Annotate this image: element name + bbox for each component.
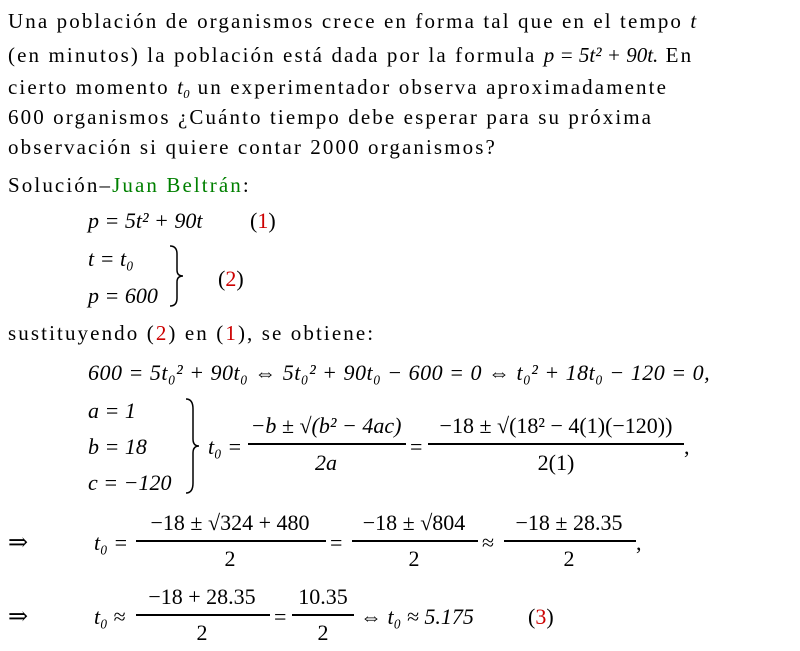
equation-3-tag — [528, 604, 554, 630]
right-brace-icon — [184, 397, 202, 495]
variable-t: t — [690, 9, 697, 33]
tag-paren: ( — [218, 266, 226, 291]
step4-frac2-num: 10.35 — [298, 584, 348, 609]
problem-text: En — [665, 43, 694, 67]
problem-text: Una población de organismos crece en forma tal que en el tempo — [8, 9, 684, 33]
equation-1: p = 5t² + 90t — [88, 208, 203, 233]
solution-colon: : — [242, 173, 251, 197]
formula-lhs: t₀ = — [208, 434, 243, 459]
fraction-bar — [136, 540, 326, 542]
coefficient-a: a = 1 — [88, 398, 136, 423]
step4-result: ⇔ t₀ ≈ 5.175 — [360, 604, 474, 629]
implies-arrow-icon: ⇒ — [8, 604, 29, 630]
formula-sub-denominator: 2(1) — [537, 450, 575, 475]
quadratic-equation: 600 = 5t₀² + 90t₀ ⇔ 5t₀² + 90t₀ − 600 = 0 ⇔ t₀² + 18t₀ − 120 = 0, — [88, 360, 711, 385]
fraction-bar — [248, 443, 406, 445]
system-t: t = t₀ — [88, 246, 134, 271]
problem-text: un experimentador observa aproximadamente — [197, 75, 669, 99]
comma: , — [636, 530, 642, 555]
fraction-bar — [136, 614, 270, 616]
solution-label — [8, 172, 251, 198]
problem-line-1 — [8, 8, 696, 34]
system-p: p = 600 — [88, 283, 158, 308]
step3-frac2-num: −18 ± √804 — [362, 510, 466, 535]
equals-sign: = — [274, 604, 287, 629]
problem-line-4: 600 organismos ¿Cuánto tiempo debe esperar para su próxima — [8, 105, 654, 129]
equation-2-tag — [218, 266, 244, 292]
step3-frac1-den: 2 — [224, 546, 236, 571]
problem-text: (en minutos) la población está dada por la formula — [8, 43, 537, 67]
ref-number: 2 — [155, 321, 169, 345]
tag-paren: ) — [546, 604, 554, 629]
substitution-text: sustituyendo ( — [8, 321, 156, 345]
formula-numerator: −b ± √(b² − 4ac) — [250, 413, 402, 438]
fraction-bar — [504, 540, 636, 542]
ref-number: 1 — [225, 321, 238, 345]
step4-frac2-den: 2 — [317, 620, 329, 645]
coefficient-c: c = −120 — [88, 470, 172, 495]
tag-paren: ( — [250, 208, 258, 233]
step3-frac3-num: −18 ± 28.35 — [515, 510, 623, 535]
substitution-line — [8, 320, 375, 346]
substitution-text: ) en ( — [168, 321, 226, 345]
step4-frac1-num: −18 + 28.35 — [148, 584, 256, 609]
fraction-bar — [292, 614, 354, 616]
tag-number: 2 — [225, 266, 237, 291]
coefficient-b: b = 18 — [88, 434, 147, 459]
tag-paren: ) — [236, 266, 244, 291]
problem-text: cierto momento — [8, 75, 170, 99]
implies-arrow-icon: ⇒ — [8, 530, 29, 556]
comma: , — [684, 434, 690, 459]
step3-frac3-den: 2 — [563, 546, 575, 571]
tag-paren: ( — [528, 604, 536, 629]
population-formula: p = 5t² + 90t. — [543, 43, 659, 67]
approx-sign: ≈ — [482, 530, 495, 555]
equals-sign: = — [330, 530, 343, 555]
solution-word: Solución — [8, 173, 100, 197]
fraction-bar — [352, 540, 478, 542]
substitution-text: ), se obtiene: — [237, 321, 376, 345]
formula-denominator: 2a — [315, 450, 337, 475]
fraction-bar — [428, 443, 684, 445]
tag-number: 1 — [257, 208, 269, 233]
equals-sign: = — [410, 434, 423, 459]
author-name: Juan Beltrán — [112, 173, 243, 197]
solution-dash: – — [99, 173, 113, 197]
step3-lhs: t₀ = — [94, 530, 129, 555]
tag-paren: ) — [268, 208, 276, 233]
variable-t0: t₀ — [177, 75, 191, 99]
right-brace-icon — [168, 244, 186, 308]
step3-frac2-den: 2 — [408, 546, 420, 571]
step3-frac1-num: −18 ± √324 + 480 — [150, 510, 310, 535]
tag-number: 3 — [535, 604, 547, 629]
problem-line-3 — [8, 74, 668, 100]
formula-sub-numerator: −18 ± √(18² − 4(1)(−120)) — [439, 413, 673, 438]
equation-1-tag — [250, 208, 276, 234]
step4-frac1-den: 2 — [196, 620, 208, 645]
step4-lhs: t₀ ≈ — [94, 604, 126, 629]
problem-line-5: observación si quiere contar 2000 organismos? — [8, 135, 497, 159]
problem-line-2 — [8, 42, 693, 68]
